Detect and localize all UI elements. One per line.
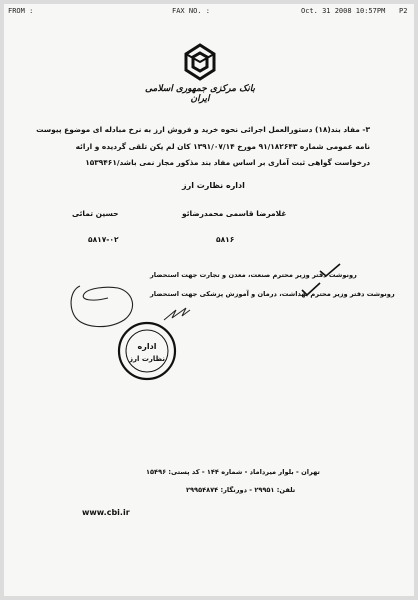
checkmark-icon: [318, 262, 342, 278]
body-line: ۳- مفاد بند(۱۸) دستورالعمل اجرائی نحوه خرید و فروش ارز به نرخ مبادله ای موضوع پیوست: [36, 125, 370, 134]
signatory-number: ۵۸۱۷-۰۲: [88, 235, 119, 244]
cc-line: رونوشت دفتر وزیر محترم بهداشت، درمان و آموزش پزشکی جهت استحضار: [150, 290, 395, 298]
bank-name: بانک مرکزی جمهوری اسلامی ایران: [145, 84, 255, 104]
fax-number-label: FAX NO. :: [172, 7, 210, 15]
department-title: اداره نظارت ارز: [182, 181, 245, 190]
body-line: درخواست گواهی ثبت آماری بر اساس مفاد بند مذکور مجاز نمی باشد/۱۵۳۹۴۶۱: [85, 158, 370, 167]
checkmark-icon: [300, 281, 322, 297]
footer-phone: تلفن: ۲۹۹۵۱ - دورنگار: ۲۹۹۵۴۸۷۴: [186, 486, 296, 494]
letter-body: [36, 122, 370, 172]
signatory-name: حسین تمائی: [72, 209, 119, 218]
fax-date-time: Oct. 31 2008 10:57PM: [301, 7, 386, 15]
department-stamp: [116, 320, 178, 382]
footer-address: تهران - بلوار میرداماد - شماره ۱۴۴ - کد پستی: ۱۵۴۹۶: [146, 468, 320, 476]
fax-header: [0, 0, 418, 20]
central-bank-logo: [180, 42, 220, 82]
stamp-text: نظارت ارز: [128, 355, 166, 363]
fax-from-label: FROM :: [8, 7, 34, 15]
signatory-name: غلامرضا قاسمی محمدرضائو: [182, 209, 287, 218]
body-line: نامه عمومی شماره ۹۱/۱۸۲۶۴۳ مورخ ۱۳۹۱/۰۷/۱۴ کان لم یکن تلقی گردیده و ارائه: [75, 141, 370, 151]
fax-page-number: P2: [399, 7, 408, 15]
signatory-number: ۵۸۱۶: [216, 235, 235, 244]
cc-line: رونوشت دفتر وزیر محترم صنعت، معدن و تجارت جهت استحضار: [150, 271, 357, 279]
footer-website: www.cbi.ir: [82, 508, 130, 517]
stamp-text: اداره: [137, 342, 157, 351]
